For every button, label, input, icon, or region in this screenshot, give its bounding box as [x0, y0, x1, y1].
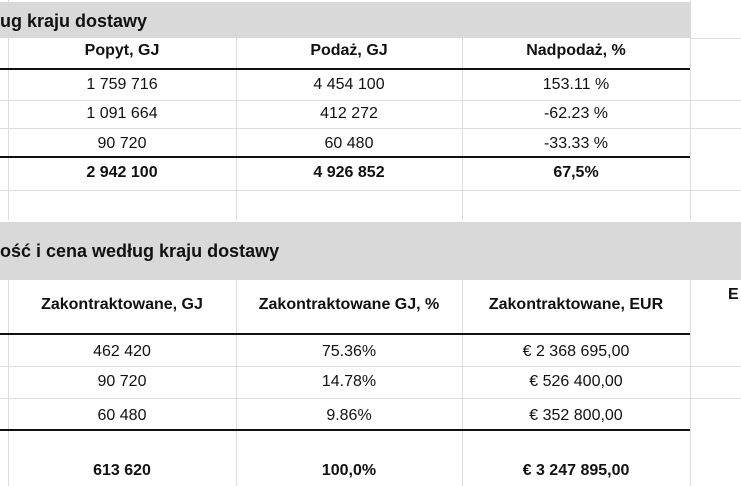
total-cell: 67,5%: [553, 164, 599, 181]
total-cell: 100,0%: [321, 462, 377, 479]
table-cell: 60 480: [324, 135, 374, 152]
grid-line: [236, 38, 237, 220]
table-cell: 462 420: [93, 343, 151, 360]
header-divider: [0, 333, 690, 335]
table-cell: -62.23 %: [543, 105, 609, 122]
grid-line: [0, 398, 741, 399]
table-cell: € 352 800,00: [529, 407, 623, 424]
column-header-contracted-pct: Zakontraktowane GJ, %: [258, 296, 440, 313]
table-cell: 60 480: [97, 407, 147, 424]
table-cell: 9.86%: [326, 407, 372, 424]
table-cell: 1 759 716: [86, 76, 158, 93]
column-header-truncated: E: [728, 286, 739, 303]
table-cell: € 2 368 695,00: [522, 343, 630, 360]
section-title: [0, 2, 690, 38]
grid-line: [0, 366, 741, 367]
table-cell: 412 272: [320, 105, 378, 122]
table-cell: 1 091 664: [86, 105, 158, 122]
section-title-text: ug kraju dostawy: [0, 11, 148, 31]
grid-line: [0, 190, 741, 191]
grid-line: [0, 128, 741, 129]
table-cell: 90 720: [97, 135, 147, 152]
total-divider: [0, 156, 690, 158]
column-header-oversupply: Nadpodaż, %: [526, 42, 626, 59]
table-cell: 90 720: [97, 373, 147, 390]
grid-line: [690, 0, 691, 220]
section-title: [0, 222, 741, 280]
column-header-supply: Podaż, GJ: [310, 42, 388, 59]
table-cell: 75.36%: [321, 343, 377, 360]
total-cell: 4 926 852: [313, 164, 385, 181]
column-header-contracted-eur: Zakontraktowane, EUR: [488, 296, 664, 313]
header-divider: [0, 68, 690, 70]
total-cell: 613 620: [93, 462, 151, 479]
table-cell: 4 454 100: [313, 76, 385, 93]
grid-line: [690, 38, 741, 39]
total-cell: € 3 247 895,00: [522, 462, 630, 479]
table-cell: € 526 400,00: [529, 373, 623, 390]
grid-line: [690, 280, 691, 486]
column-header-demand: Popyt, GJ: [84, 42, 160, 59]
total-divider: [0, 429, 690, 431]
grid-line: [0, 100, 741, 101]
total-cell: 2 942 100: [86, 164, 158, 181]
table-cell: 153.11 %: [542, 76, 610, 93]
table-cell: 14.78%: [321, 373, 377, 390]
table-cell: -33.33 %: [543, 135, 609, 152]
section-title-text: ość i cena według kraju dostawy: [0, 241, 280, 261]
column-header-contracted-gj: Zakontraktowane, GJ: [41, 296, 203, 313]
grid-line: [462, 38, 463, 220]
